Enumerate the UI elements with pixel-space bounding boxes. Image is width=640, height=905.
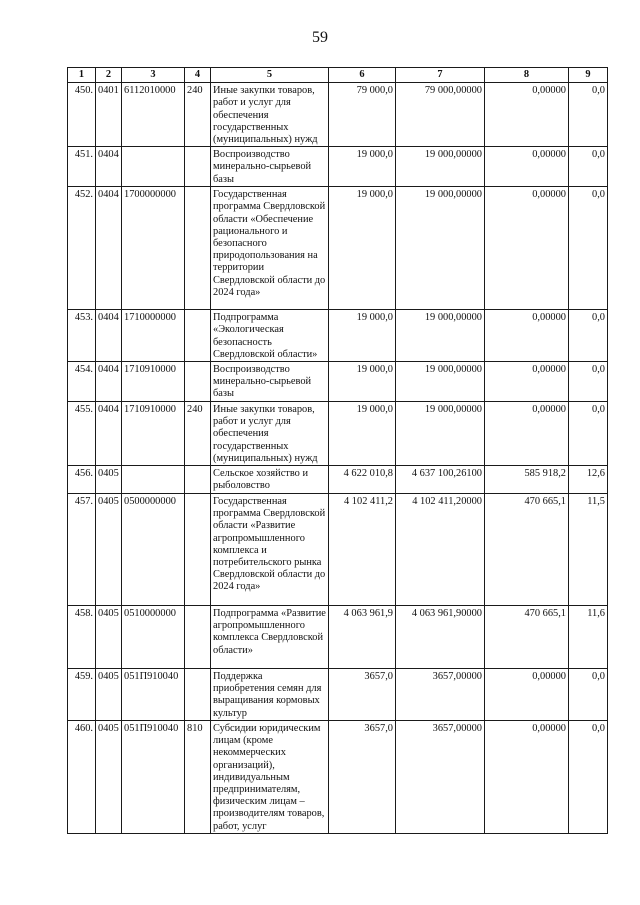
item-name: Воспроизводство минерально-сырьевой базы: [211, 362, 329, 402]
section-code: 0405: [96, 721, 122, 834]
row-number: 452.: [68, 187, 96, 310]
table-row: [68, 494, 608, 606]
amount-approved: 19 000,0: [329, 147, 396, 187]
amount-approved: 3657,0: [329, 669, 396, 721]
target-article-code: 0510000000: [122, 606, 185, 669]
amount-executed: 0,00000: [485, 402, 569, 466]
page-number: 59: [312, 29, 328, 46]
row-number: 456.: [68, 466, 96, 494]
table-row: [68, 362, 608, 402]
item-name: Сельское хозяйство и рыболовство: [211, 466, 329, 494]
column-header-7: 7: [396, 68, 485, 83]
row-number: 457.: [68, 494, 96, 606]
row-number: 460.: [68, 721, 96, 834]
section-code: 0404: [96, 187, 122, 310]
amount-executed: 0,00000: [485, 362, 569, 402]
amount-approved: 4 102 411,2: [329, 494, 396, 606]
amount-planned: 19 000,00000: [396, 362, 485, 402]
amount-executed: 0,00000: [485, 310, 569, 362]
execution-percent: 0,0: [569, 310, 608, 362]
expense-type-code: [185, 669, 211, 721]
target-article-code: 1700000000: [122, 187, 185, 310]
target-article-code: 1710000000: [122, 310, 185, 362]
amount-planned: 4 063 961,90000: [396, 606, 485, 669]
row-number: 454.: [68, 362, 96, 402]
row-number: 451.: [68, 147, 96, 187]
execution-percent: 11,5: [569, 494, 608, 606]
section-code: 0405: [96, 669, 122, 721]
item-name: Подпрограмма «Развитие агропромышленного комплекса Свердловской области»: [211, 606, 329, 669]
row-number: 459.: [68, 669, 96, 721]
execution-percent: 0,0: [569, 362, 608, 402]
expense-type-code: [185, 187, 211, 310]
amount-executed: 470 665,1: [485, 606, 569, 669]
column-header-4: 4: [185, 68, 211, 83]
amount-planned: 3657,00000: [396, 669, 485, 721]
amount-approved: 19 000,0: [329, 310, 396, 362]
amount-approved: 19 000,0: [329, 187, 396, 310]
amount-executed: 585 918,2: [485, 466, 569, 494]
table-row: [68, 83, 608, 147]
table-row: [68, 187, 608, 310]
amount-planned: 19 000,00000: [396, 187, 485, 310]
expense-type-code: 240: [185, 402, 211, 466]
execution-percent: 12,6: [569, 466, 608, 494]
target-article-code: 0500000000: [122, 494, 185, 606]
item-name: Воспроизводство минерально-сырьевой базы: [211, 147, 329, 187]
item-name: Иные закупки товаров, работ и услуг для обеспечения государственных (муниципальных) нужд: [211, 83, 329, 147]
amount-planned: 4 637 100,26100: [396, 466, 485, 494]
column-header-2: 2: [96, 68, 122, 83]
expense-type-code: [185, 466, 211, 494]
header-row: [68, 68, 608, 83]
amount-planned: 3657,00000: [396, 721, 485, 834]
expense-type-code: 240: [185, 83, 211, 147]
execution-percent: 0,0: [569, 402, 608, 466]
amount-executed: 0,00000: [485, 187, 569, 310]
column-header-6: 6: [329, 68, 396, 83]
table-row: [68, 310, 608, 362]
target-article-code: 1710910000: [122, 402, 185, 466]
target-article-code: [122, 466, 185, 494]
target-article-code: 051П910040: [122, 721, 185, 834]
item-name: Государственная программа Свердловской области «Обеспечение рационального и безопасного природопользования на территории Свердловской области до 2024 года»: [211, 187, 329, 310]
table-row: [68, 669, 608, 721]
row-number: 455.: [68, 402, 96, 466]
target-article-code: 051П910040: [122, 669, 185, 721]
amount-planned: 19 000,00000: [396, 147, 485, 187]
table-row: [68, 147, 608, 187]
amount-approved: 4 622 010,8: [329, 466, 396, 494]
target-article-code: 1710910000: [122, 362, 185, 402]
section-code: 0404: [96, 362, 122, 402]
item-name: Иные закупки товаров, работ и услуг для обеспечения государственных (муниципальных) нужд: [211, 402, 329, 466]
target-article-code: 6112010000: [122, 83, 185, 147]
amount-executed: 0,00000: [485, 669, 569, 721]
item-name: Поддержка приобретения семян для выращивания кормовых культур: [211, 669, 329, 721]
amount-executed: 0,00000: [485, 147, 569, 187]
amount-executed: 470 665,1: [485, 494, 569, 606]
expense-type-code: [185, 310, 211, 362]
section-code: 0405: [96, 466, 122, 494]
section-code: 0405: [96, 494, 122, 606]
execution-percent: 0,0: [569, 83, 608, 147]
column-header-9: 9: [569, 68, 608, 83]
column-header-1: 1: [68, 68, 96, 83]
column-header-3: 3: [122, 68, 185, 83]
expense-type-code: [185, 606, 211, 669]
expense-type-code: [185, 147, 211, 187]
amount-planned: 79 000,00000: [396, 83, 485, 147]
column-header-5: 5: [211, 68, 329, 83]
section-code: 0401: [96, 83, 122, 147]
column-header-8: 8: [485, 68, 569, 83]
budget-table: [67, 67, 608, 834]
target-article-code: [122, 147, 185, 187]
execution-percent: 0,0: [569, 147, 608, 187]
section-code: 0404: [96, 402, 122, 466]
execution-percent: 11,6: [569, 606, 608, 669]
amount-approved: 3657,0: [329, 721, 396, 834]
row-number: 453.: [68, 310, 96, 362]
section-code: 0405: [96, 606, 122, 669]
expense-type-code: [185, 362, 211, 402]
table-row: [68, 721, 608, 834]
amount-executed: 0,00000: [485, 83, 569, 147]
amount-approved: 4 063 961,9: [329, 606, 396, 669]
amount-approved: 19 000,0: [329, 402, 396, 466]
table-row: [68, 606, 608, 669]
amount-planned: 4 102 411,20000: [396, 494, 485, 606]
row-number: 450.: [68, 83, 96, 147]
amount-approved: 19 000,0: [329, 362, 396, 402]
amount-executed: 0,00000: [485, 721, 569, 834]
section-code: 0404: [96, 147, 122, 187]
section-code: 0404: [96, 310, 122, 362]
item-name: Государственная программа Свердловской области «Развитие агропромышленного комплекса и потребительского рынка Свердловской области до 2024 года»: [211, 494, 329, 606]
execution-percent: 0,0: [569, 669, 608, 721]
amount-planned: 19 000,00000: [396, 402, 485, 466]
amount-planned: 19 000,00000: [396, 310, 485, 362]
row-number: 458.: [68, 606, 96, 669]
table-row: [68, 466, 608, 494]
expense-type-code: [185, 494, 211, 606]
amount-approved: 79 000,0: [329, 83, 396, 147]
table-row: [68, 402, 608, 466]
item-name: Подпрограмма «Экологическая безопасность Свердловской области»: [211, 310, 329, 362]
execution-percent: 0,0: [569, 721, 608, 834]
execution-percent: 0,0: [569, 187, 608, 310]
expense-type-code: 810: [185, 721, 211, 834]
item-name: Субсидии юридическим лицам (кроме некоммерческих организаций), индивидуальным предпринимателям, физическим лицам – производителям товаров, работ, услуг: [211, 721, 329, 834]
